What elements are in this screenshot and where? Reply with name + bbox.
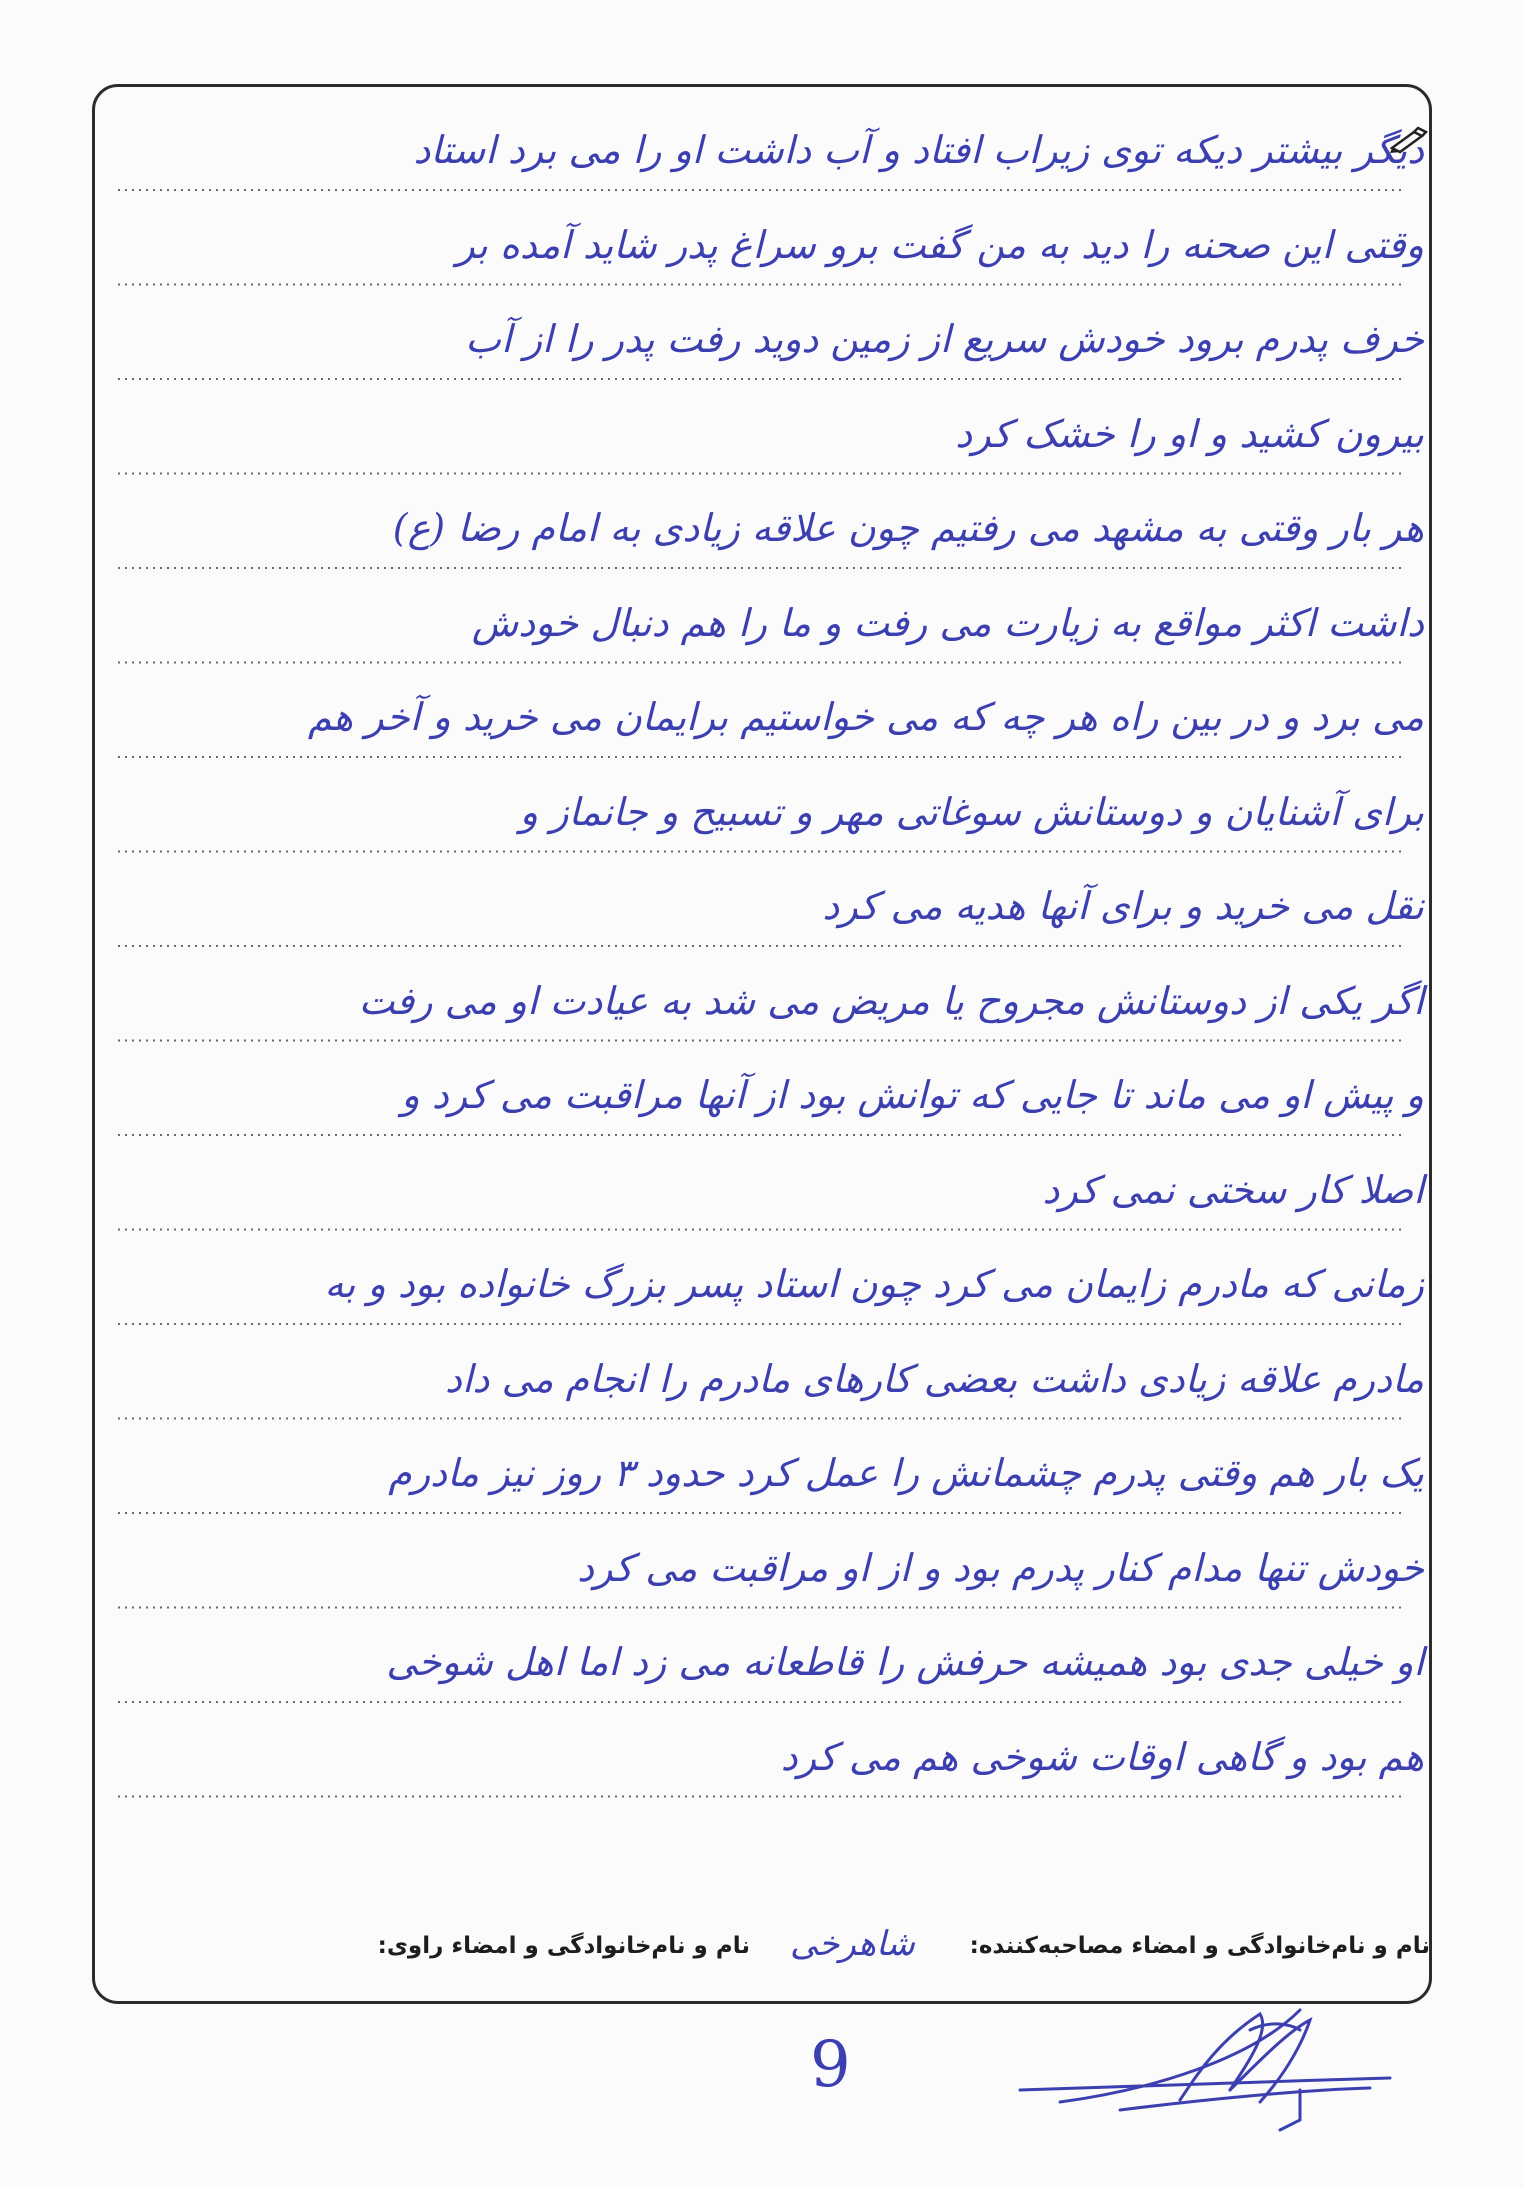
narrator-signature <box>1000 1990 1400 2150</box>
narrative-line: مادرم علاقه زیادی داشت بعضی کارهای مادرم را انجام می داد <box>445 1356 1424 1401</box>
narrator-name-label: نام و نام‌خانوادگی و امضاء راوی: <box>377 1933 750 1959</box>
narrative-line: داشت اکثر مواقع به زیارت می رفت و ما را هم دنبال خودش <box>471 600 1424 645</box>
narrative-line: و پیش او می ماند تا جایی که توانش بود از آنها مراقبت می کرد و <box>401 1073 1424 1117</box>
page-number: 9 <box>810 2028 851 2102</box>
narrative-line: برای آشنایان و دوستانش سوغاتی مهر و تسبیح و جانماز و <box>519 789 1424 834</box>
interviewer-signature: شاهرخی <box>790 1924 915 1964</box>
narrative-line: دیگر بیشتر دیکه توی زیراب افتاد و آب داشت او را می برد استاد <box>413 128 1424 172</box>
narrative-line: بیرون کشید و او را خشک کرد <box>955 411 1424 456</box>
narrative-line: خودش تنها مدام کنار پدرم بود و از او مراقبت می کرد <box>577 1545 1424 1590</box>
narrative-line: می برد و در بین راه هر چه که می خواستیم برایمان می خرید و آخر هم <box>307 695 1424 739</box>
narrative-line: وقتی این صحنه را دید به من گفت برو سراغ پدر شاید آمده بر <box>456 222 1424 267</box>
narrative-line: خرف پدرم برود خودش سریع از زمین دوید رفت پدر را از آب <box>465 317 1424 361</box>
narrative-line: او خیلی جدی بود همیشه حرفش را قاطعانه می زد اما اهل شوخی <box>386 1640 1424 1684</box>
interviewer-name-label: نام و نام‌خانوادگی و امضاء مصاحبه‌کننده: <box>969 1933 1430 1959</box>
narrative-line: زمانی که مادرم زایمان می کرد چون استاد پسر بزرگ خانواده بود و به <box>324 1262 1424 1306</box>
narrative-line: هم بود و گاهی اوقات شوخی هم می کرد <box>780 1734 1424 1779</box>
narrative-line: اصلا کار سختی نمی کرد <box>1042 1167 1424 1212</box>
narrative-line: اگر یکی از دوستانش مجروح یا مریض می شد به عیادت او می رفت <box>358 978 1424 1023</box>
narrative-line: یک بار هم وقتی پدرم چشمانش را عمل کرد حدود ۳ روز نیز مادرم <box>388 1451 1424 1495</box>
narrative-line: نقل می خرید و برای آنها هدیه می کرد <box>822 884 1424 928</box>
narrative-line: هر بار وقتی به مشهد می رفتیم چون علاقه زیادی به امام رضا (ع) <box>392 506 1424 550</box>
